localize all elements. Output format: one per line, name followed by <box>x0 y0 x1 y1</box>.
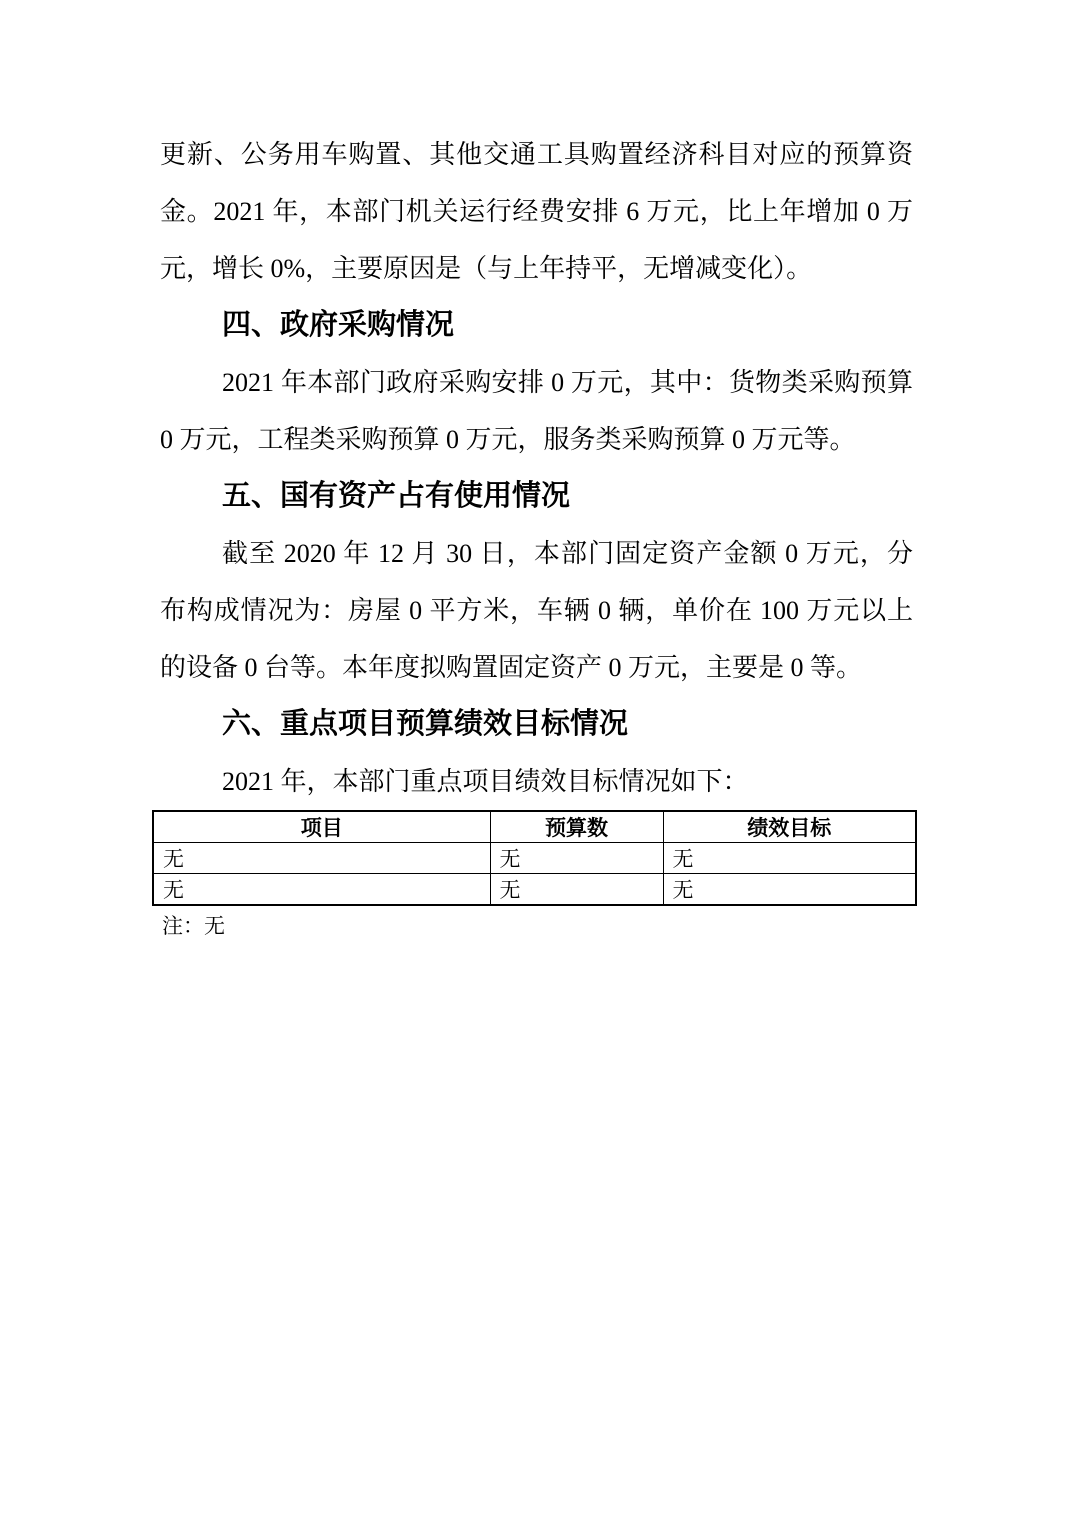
table-cell: 无 <box>490 874 663 906</box>
table-row <box>153 874 916 906</box>
body-text-line: 金。2021 年，本部门机关运行经费安排 6 万元，比上年增加 0 万 <box>160 197 913 226</box>
table-cell: 无 <box>153 874 490 906</box>
table-header-project: 项目 <box>153 811 490 843</box>
body-text-line: 元，增长 0%，主要原因是（与上年持平，无增减变化）。 <box>160 254 813 283</box>
body-text-line: 截至 2020 年 12 月 30 日，本部门固定资产金额 0 万元，分 <box>222 539 913 568</box>
table-header-performance-target: 绩效目标 <box>663 811 916 843</box>
section-heading-government-procurement: 四、政府采购情况 <box>222 309 455 341</box>
table-cell: 无 <box>663 874 916 906</box>
body-text-line: 的设备 0 台等。本年度拟购置固定资产 0 万元，主要是 0 等。 <box>160 653 863 682</box>
section-heading-key-projects: 六、重点项目预算绩效目标情况 <box>222 708 629 740</box>
table-header-row <box>153 811 916 843</box>
table-cell: 无 <box>663 843 916 874</box>
section-heading-state-assets: 五、国有资产占有使用情况 <box>222 480 571 512</box>
body-text-line: 2021 年本部门政府采购安排 0 万元，其中：货物类采购预算 <box>222 368 913 397</box>
performance-targets-table <box>152 810 917 906</box>
table-row <box>153 843 916 874</box>
table-cell: 无 <box>153 843 490 874</box>
table-note: 注：无 <box>162 914 225 938</box>
table-cell: 无 <box>490 843 663 874</box>
document-content <box>160 126 913 941</box>
table-header-budget: 预算数 <box>490 811 663 843</box>
body-text-line: 更新、公务用车购置、其他交通工具购置经济科目对应的预算资 <box>160 140 913 169</box>
body-text-line: 2021 年，本部门重点项目绩效目标情况如下： <box>222 767 749 796</box>
body-text-line: 布构成情况为：房屋 0 平方米，车辆 0 辆，单价在 100 万元以上 <box>160 596 913 625</box>
body-text-line: 0 万元，工程类采购预算 0 万元，服务类采购预算 0 万元等。 <box>160 425 856 454</box>
